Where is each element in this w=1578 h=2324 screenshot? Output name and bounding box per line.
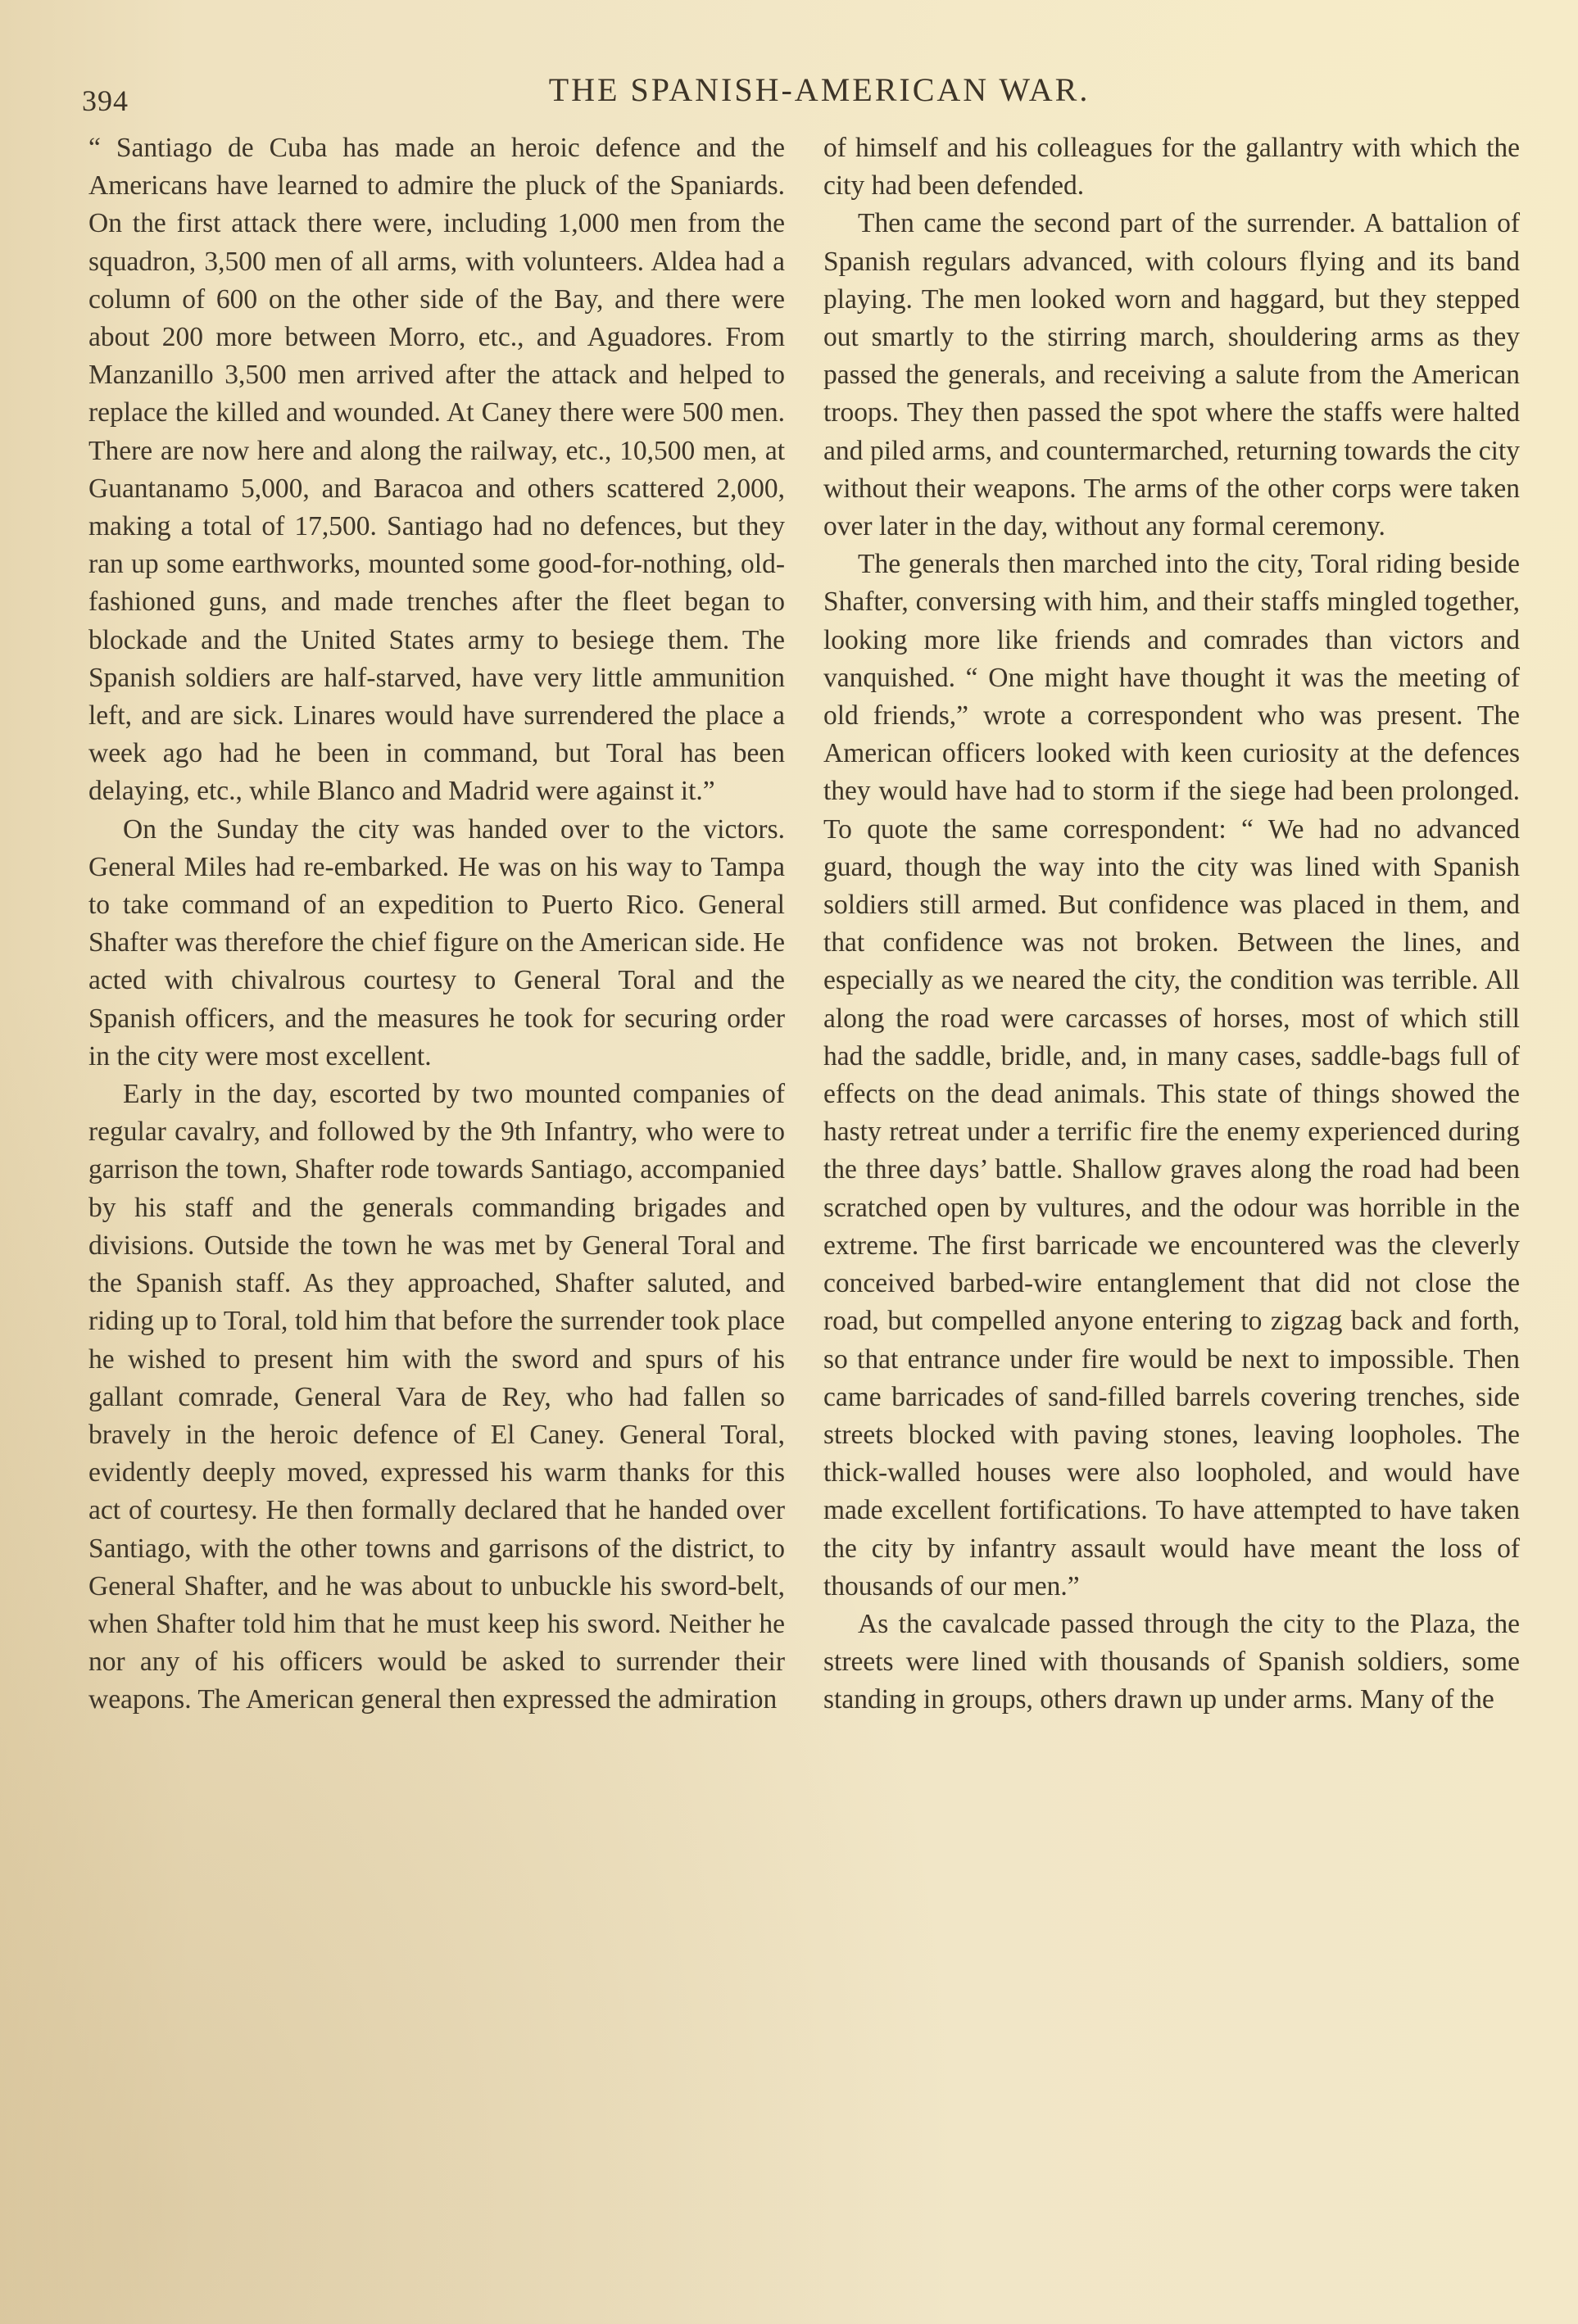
right-column (823, 129, 1520, 1719)
paragraph: As the cavalcade passed through the city to the Plaza, the streets were lined with thousands of Spanish soldiers, some standing in groups, others drawn up under arms. Many of the (823, 1608, 1520, 1715)
running-head (82, 64, 1524, 117)
paragraph: Early in the day, escorted by two mounted companies of regular cavalry, and followed by the 9th Infantry, who were to garrison the town, Shafter rode towards Santiago, accompanied by his staff and the generals commanding brigades and divisions. Outside the town he was met by General Toral and the Spanish staff. As they approached, Shafter saluted, and riding up to Toral, told him that before the surrender took place he wished to present him with the sword and spurs of his gallant comrade, General Vara de Rey, who had fallen so bravely in the heroic defence of El Caney. General Toral, evidently deeply moved, expressed his warm thanks for this act of courtesy. He then formally declared that he handed over Santiago, with the other towns and garrisons of the district, to General Shafter, and he was about to unbuckle his sword-belt, when Shafter told him that he must keep his sword. Neither he nor any of his officers would be asked to surrender their weapons. The American general then expressed the admiration (88, 1079, 785, 1715)
running-title: THE SPANISH-AMERICAN WAR. (548, 71, 1091, 108)
left-column (88, 129, 785, 1719)
paragraph: On the Sunday the city was handed over to the victors. General Miles had re-embarked. He was on his way to Tampa to take command of an expedition to Puerto Rico. General Shafter was therefore the chief figure on the American side. He acted with chivalrous courtesy to General Toral and the Spanish officers, and the measures he took for securing order in the city were most excellent. (88, 813, 785, 1071)
paragraph: “ Santiago de Cuba has made an heroic defence and the Americans have learned to admire the pluck of the Spaniards. On the first attack there were, including 1,000 men from the squadron, 3,500 men of all arms, with volunteers. Aldea had a column of 600 on the other side of the Bay, and there were about 200 more between Morro, etc., and Aguadores. From Manzanillo 3,500 men arrived after the attack and helped to replace the killed and wounded. At Caney there were 500 men. There are now here and along the railway, etc., 10,500 men, at Guantanamo 5,000, and Baracoa and others scattered 2,000, making a total of 17,500. Santiago had no defences, but they ran up some earthworks, mounted some good-for-nothing, old-fashioned guns, and made trenches after the fleet began to blockade and the United States army to besiege them. The Spanish soldiers are half-starved, have very little ammunition left, and are sick. Linares would have surrendered the place a week ago had he been in command, but Toral has been delaying, etc., while Blanco and Madrid were against it.” (88, 133, 785, 807)
page-number: 394 (82, 84, 129, 117)
paragraph: Then came the second part of the surrender. A battalion of Spanish regulars advanced, with colours flying and its band playing. The men looked worn and haggard, but they stepped out smartly to the stirring march, shouldering arms as they passed the generals, and receiving a salute from the American troops. They then passed the spot where the staffs were halted and piled arms, and countermarched, returning towards the city without their weapons. The arms of the other corps were taken over later in the day, without any formal ceremony. (823, 208, 1520, 542)
paragraph: of himself and his colleagues for the gallantry with which the city had been defended. (823, 133, 1520, 202)
paragraph: The generals then marched into the city, Toral riding beside Shafter, conversing with him, and their staffs mingled together, looking more like friends and comrades than victors and vanquished. “ One might have thought it was the meeting of old friends,” wrote a correspondent who was present. The American officers looked with keen curiosity at the defences they would have had to storm if the siege had been prolonged. To quote the same correspondent: “ We had no advanced guard, though the way into the city was lined with Spanish soldiers still armed. But confidence was placed in them, and that confidence was not broken. Between the lines, and especially as we neared the city, the condition was terrible. All along the road were carcasses of horses, most of which still had the saddle, bridle, and, in many cases, saddle-bags full of effects on the dead animals. This state of things showed the hasty retreat under a terrific fire the enemy experienced during the three days’ battle. Shallow graves along the road had been scratched open by vultures, and the odour was horrible in the extreme. The first barricade we encountered was the cleverly conceived barbed-wire entanglement that did not close the road, but compelled anyone entering to zigzag back and forth, so that entrance under fire would be next to impossible. Then came barricades of sand-filled barrels covering trenches, side streets blocked with paving stones, leaving loopholes. The thick-walled houses were also loopholed, and would have made excellent fortifications. To have attempted to have taken the city by infantry assault would have meant the loss of thousands of our men.” (823, 549, 1520, 1601)
